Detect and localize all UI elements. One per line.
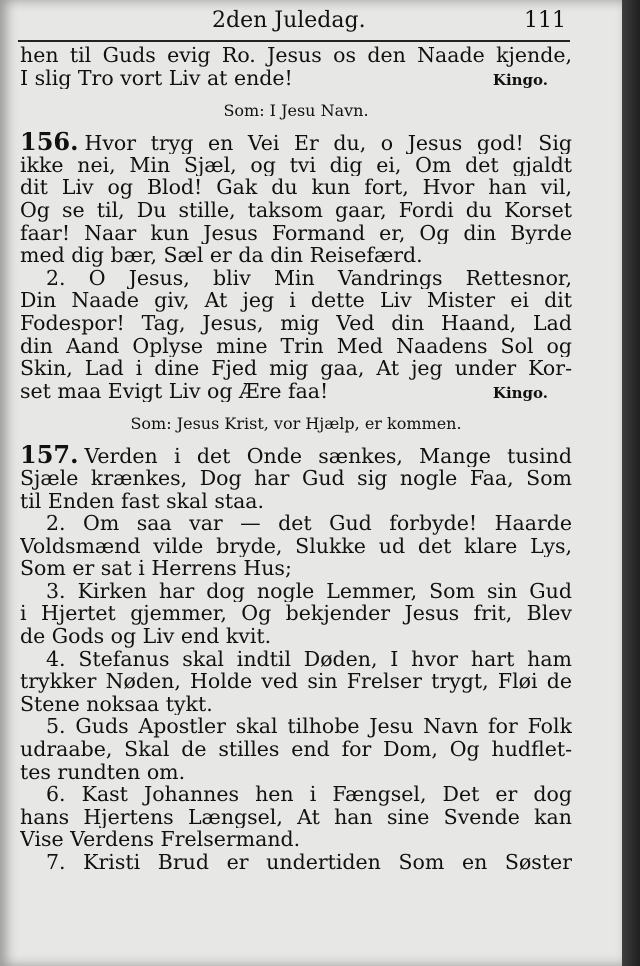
verse-start-line: 6. Kast Johannes hen i Fængsel, Det er dog: [46, 783, 572, 806]
author-attribution: Kingo.: [492, 70, 548, 89]
running-title: 2den Juledag.: [212, 8, 366, 33]
melody-line: Som: Jesus Krist, vor Hjælp, er kommen.: [130, 414, 462, 434]
text-line-content: Verden i det Onde sænkes, Mange tusind: [84, 444, 572, 467]
text-line: trykker Nøden, Holde ved sin Frelser trygt, Fløi de: [20, 670, 572, 693]
text-line: [20, 67, 572, 90]
author-attribution: Kingo.: [492, 383, 548, 402]
verse-start-line: 2. Om saa var — det Gud forbyde! Haarde: [46, 512, 572, 535]
text-line: Fodespor! Tag, Jesus, mig Ved din Haand, Lad: [20, 311, 572, 335]
book-edge: [622, 0, 640, 966]
text-line: Og se til, Du stille, taksom gaar, Fordi du Korset: [20, 198, 572, 222]
running-header: [22, 8, 570, 36]
text-line: [20, 380, 572, 403]
text-line: Skin, Lad i dine Fjed mig gaa, At jeg under Kor-: [20, 357, 572, 380]
text-line-content: set maa Evigt Liv og Ære faa!: [20, 379, 329, 403]
text-line: Vise Verdens Frelsermand.: [20, 828, 301, 851]
header-rule: [18, 40, 570, 42]
text-line: tes rundten om.: [20, 760, 186, 784]
text-line: til Enden fast skal staa.: [20, 489, 265, 513]
hymn-number: 156.: [20, 131, 79, 154]
hymn-first-line: [20, 131, 572, 154]
text-line: Voldsmænd vilde bryde, Slukke ud det klare Lys,: [20, 534, 572, 558]
verse-start-line: 3. Kirken har dog nogle Lemmer, Som sin Gud: [46, 579, 572, 603]
verse-start-line: 7. Kristi Brud er undertiden Som en Søster: [46, 851, 572, 874]
page-text: [20, 44, 572, 874]
hymn-first-line: [20, 444, 572, 467]
text-line: din Aand Oplyse mine Trin Med Naadens Sol og: [20, 334, 572, 358]
hymn-number: 157.: [20, 444, 79, 467]
text-line: udraabe, Skal de stilles end for Dom, Og hudflet-: [20, 738, 572, 761]
page-number: 111: [524, 8, 566, 33]
text-line: med dig bær, Sæl er da din Reisefærd.: [20, 244, 423, 267]
verse-start-line: 2. O Jesus, bliv Min Vandrings Rettesnor,: [46, 266, 572, 290]
text-line: ikke nei, Min Sjæl, og tvi dig ei, Om det gjaldt: [20, 153, 572, 177]
text-line: Din Naade giv, At jeg i dette Liv Mister ei dit: [20, 289, 572, 312]
text-line: hans Hjertens Længsel, At han sine Svende kan: [20, 805, 572, 829]
melody-line: Som: I Jesu Navn.: [223, 101, 369, 121]
text-line: hen til Guds evig Ro. Jesus os den Naade kjende,: [20, 44, 572, 67]
text-line: de Gods og Liv end kvit.: [20, 625, 272, 648]
text-line: Som er sat i Herrens Hus;: [20, 557, 292, 580]
text-line: faar! Naar kun Jesus Formand er, Og din Byrde: [20, 221, 572, 245]
text-line-content: Hvor tryg en Vei Er du, o Jesus god! Sig: [84, 131, 572, 154]
text-line: dit Liv og Blod! Gak du kun fort, Hvor han vil,: [20, 176, 572, 199]
text-line-content: I slig Tro vort Liv at ende!: [20, 66, 293, 90]
verse-start-line: 5. Guds Apostler skal tilhobe Jesu Navn for Folk: [46, 715, 572, 739]
text-line: i Hjertet gjemmer, Og bekjender Jesus frit, Blev: [20, 602, 572, 626]
text-line: Sjæle krænkes, Dog har Gud sig nogle Faa, Som: [20, 466, 572, 490]
verse-start-line: 4. Stefanus skal indtil Døden, I hvor hart ham: [46, 647, 572, 671]
text-line: Stene noksaa tykt.: [20, 692, 213, 716]
